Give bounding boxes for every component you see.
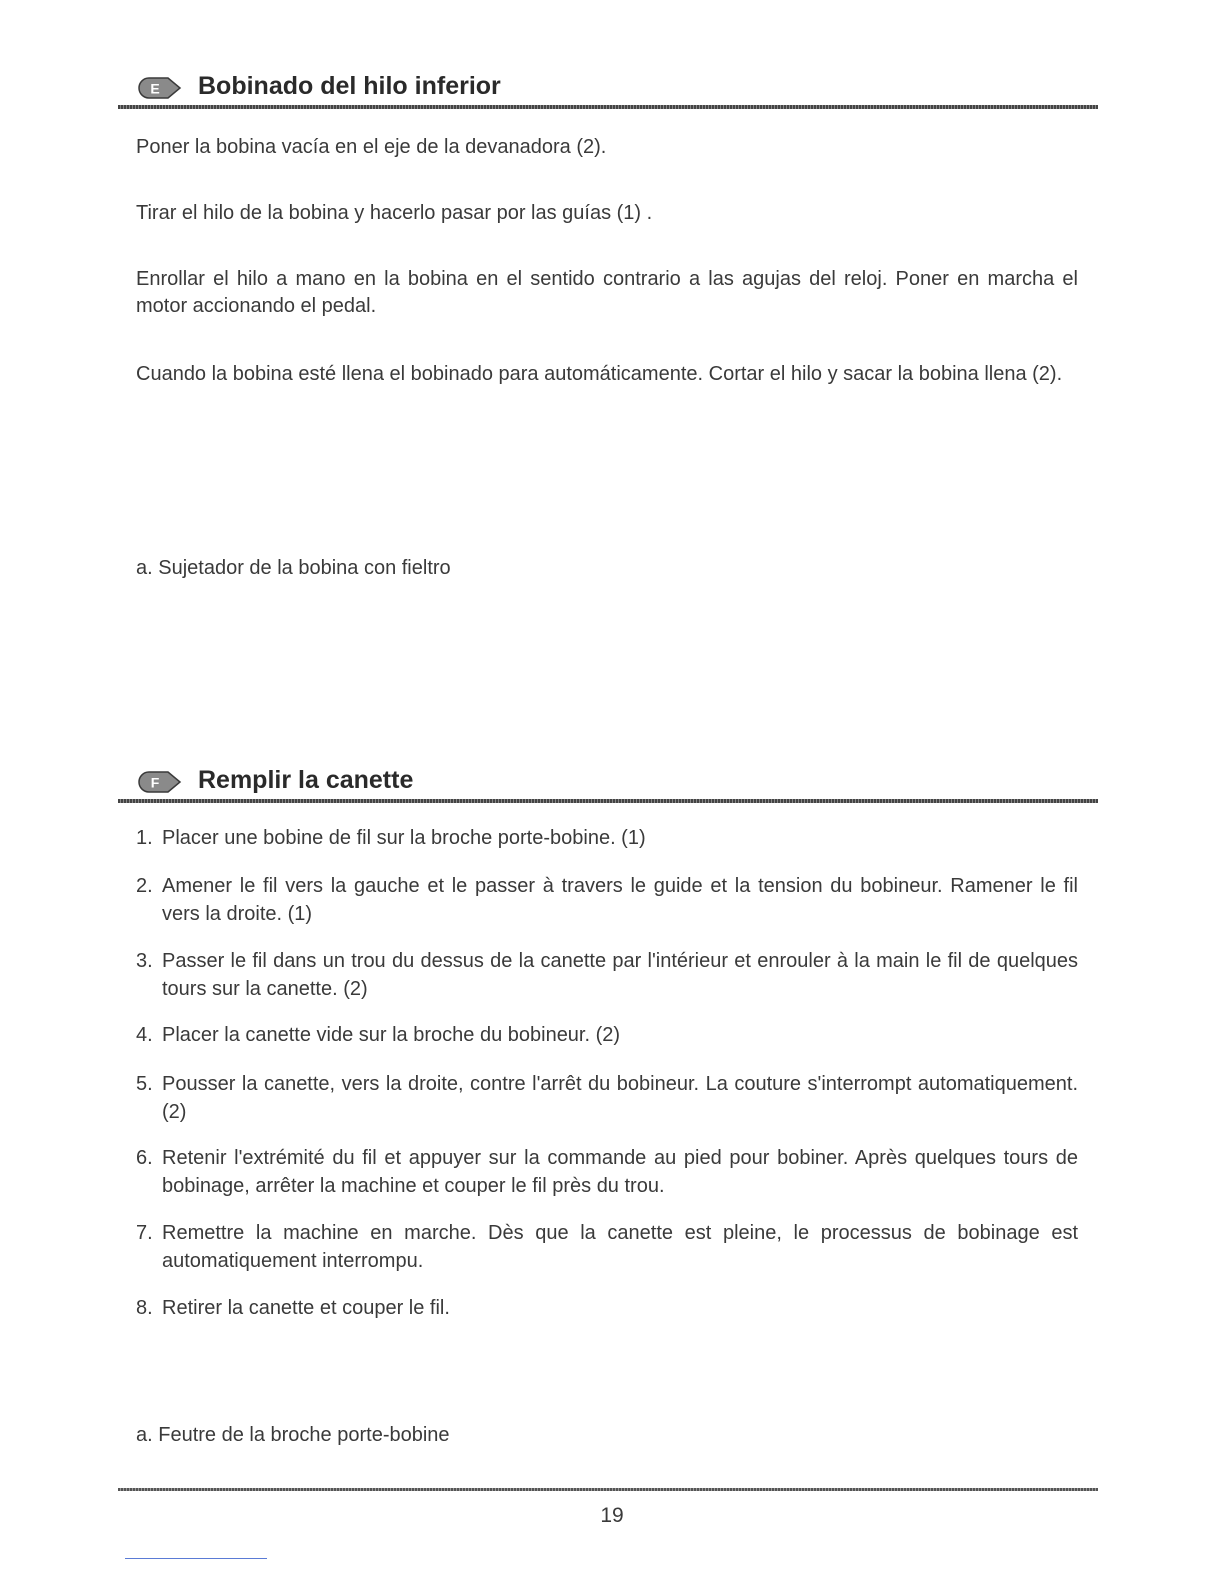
step-item [136, 1021, 1078, 1049]
step-number: 4. [136, 1024, 153, 1046]
step-text: Pousser la canette, vers la droite, contre l'arrêt du bobineur. La couture s'interrompt automatiquement. (2) [162, 1073, 1078, 1123]
footer-divider [118, 1488, 1098, 1491]
scan-artifact-line [125, 1558, 267, 1559]
step-number: 2. [136, 875, 153, 897]
language-badge-icon [138, 77, 182, 99]
section-title: Remplir la canette [198, 766, 414, 794]
badge-letter: F [150, 774, 160, 791]
section-title: Bobinado del hilo inferior [198, 72, 501, 100]
figure-note: a. Sujetador de la bobina con fieltro [136, 557, 451, 579]
step-text: Passer le fil dans un trou du dessus de la canette par l'intérieur et enrouler à la main le fil de quelques tours sur la canette. (2) [162, 950, 1078, 1000]
paragraph: Poner la bobina vacía en el eje de la devanadora (2). [136, 136, 607, 158]
step-number: 8. [136, 1297, 153, 1319]
step-item [136, 1294, 1078, 1322]
paragraph: Tirar el hilo de la bobina y hacerlo pasar por las guías (1) . [136, 202, 653, 224]
step-item [136, 872, 1078, 928]
badge-letter: E [150, 80, 160, 97]
step-text: Retenir l'extrémité du fil et appuyer sur la commande au pied pour bobiner. Après quelques tours de bobinage, arrêter la machine et couper le fil près du trou. [162, 1147, 1078, 1197]
step-item [136, 947, 1078, 1003]
step-item [136, 1219, 1078, 1275]
step-number: 6. [136, 1147, 153, 1169]
step-number: 1. [136, 827, 153, 849]
figure-note: a. Feutre de la broche porte-bobine [136, 1424, 450, 1446]
language-badge-icon [138, 771, 182, 793]
step-number: 5. [136, 1073, 153, 1095]
step-text: Retirer la canette et couper le fil. [162, 1297, 450, 1319]
step-number: 3. [136, 950, 153, 972]
section-f-header [118, 766, 1098, 800]
step-item [136, 1144, 1078, 1200]
step-text: Amener le fil vers la gauche et le passer à travers le guide et la tension du bobineur. Ramener le fil vers la droite. (1) [162, 875, 1078, 925]
paragraph: Enrollar el hilo a mano en la bobina en el sentido contrario a las agujas del reloj. Poner en marcha el motor accionando el pedal. [136, 268, 1078, 317]
step-text: Remettre la machine en marche. Dès que la canette est pleine, le processus de bobinage est automatiquement interrompu. [162, 1222, 1078, 1272]
paragraph: Cuando la bobina esté llena el bobinado para automáticamente. Cortar el hilo y sacar la bobina llena (2). [136, 363, 1063, 385]
step-text: Placer la canette vide sur la broche du bobineur. (2) [162, 1024, 621, 1046]
section-divider [118, 105, 1098, 109]
step-number: 7. [136, 1222, 153, 1244]
step-item [136, 824, 1078, 852]
step-item [136, 1070, 1078, 1126]
section-e-header [118, 72, 1098, 106]
page-number: 19 [600, 1504, 624, 1527]
step-text: Placer une bobine de fil sur la broche porte-bobine. (1) [162, 827, 646, 849]
section-divider [118, 799, 1098, 803]
